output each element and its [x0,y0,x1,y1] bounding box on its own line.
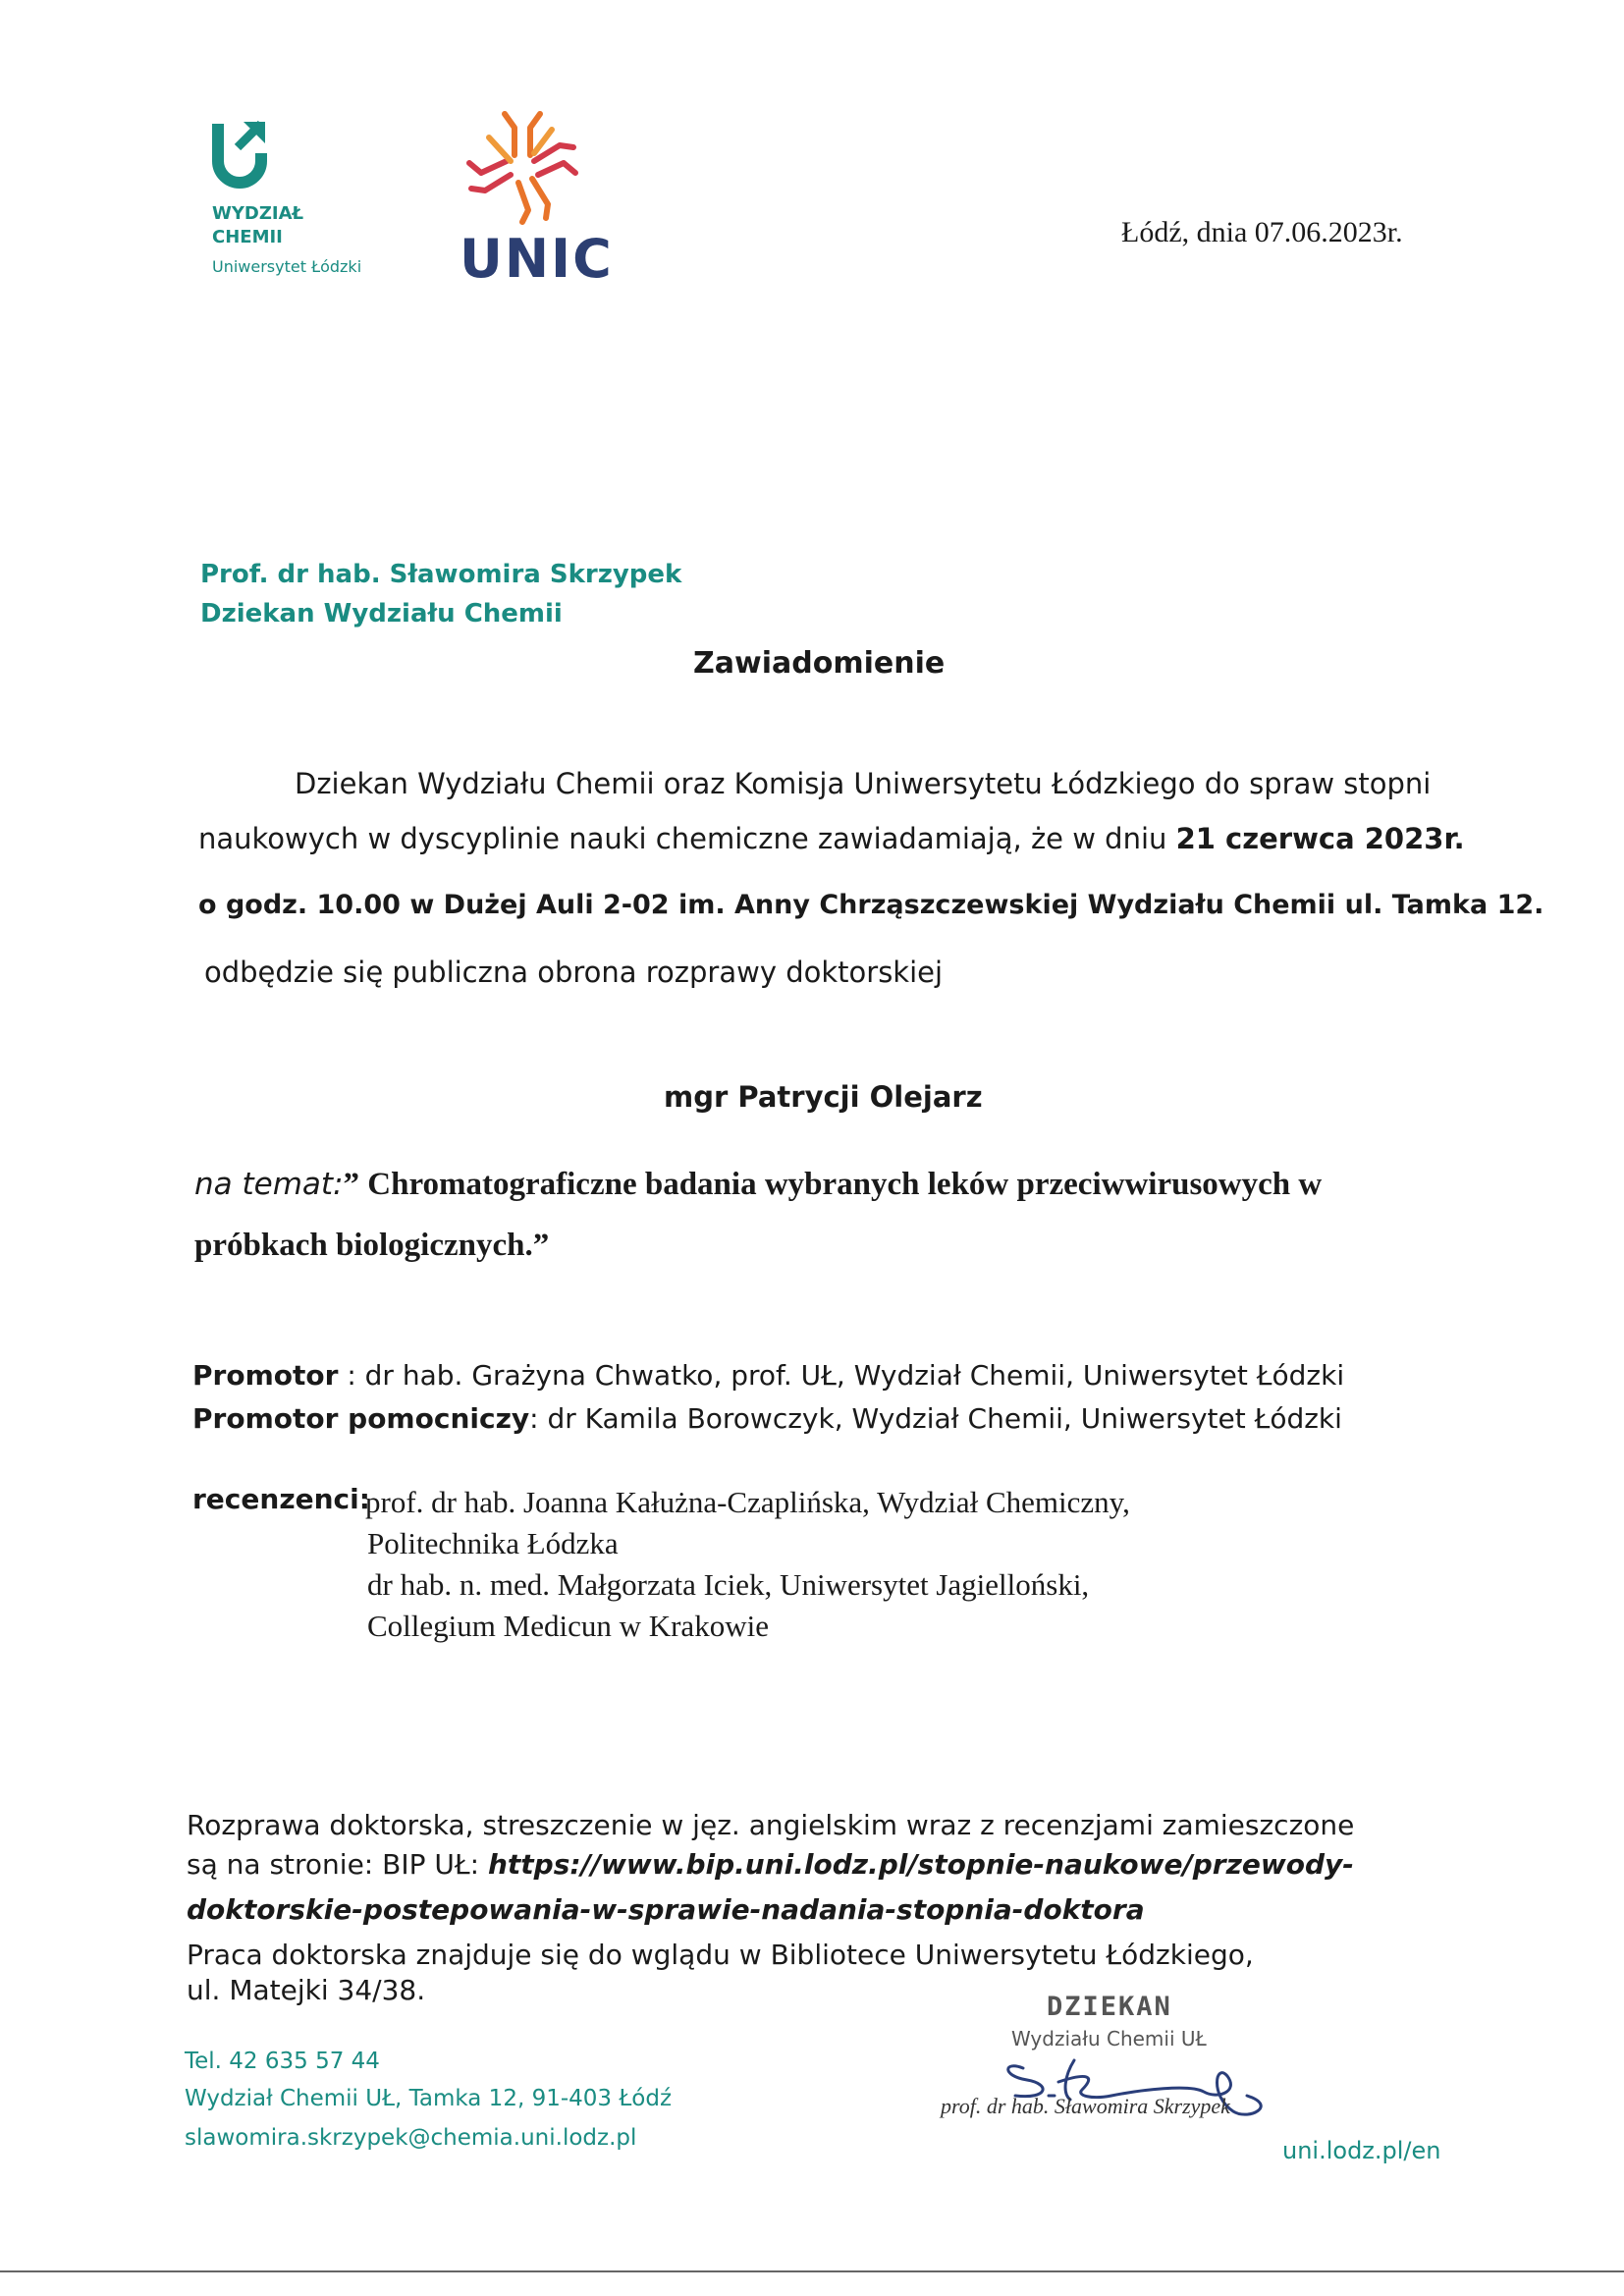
footer-tel: Tel. 42 635 57 44 [185,2049,380,2074]
body-line4: odbędzie się publiczna obrona rozprawy doktorskiej [204,956,944,989]
topic-line1 [194,1167,1322,1203]
faculty-u-arrow-icon [210,118,269,191]
assistant-promotor-line [192,1402,1342,1435]
bottom-divider [0,2270,1624,2272]
stamp-title: DZIEKAN [1047,1992,1172,2022]
info-line1: Rozprawa doktorska, streszczenie w jęz. angielskim wraz z recenzjami zamieszczone [187,1809,1355,1841]
reviewer1-line1: prof. dr hab. Joanna Kałużna-Czaplińska, Wydział Chemiczny, [365,1485,1130,1519]
promotor-line [192,1359,1344,1392]
promotor-value: : dr hab. Grażyna Chwatko, prof. UŁ, Wydział Chemii, Uniwersytet Łódzki [338,1359,1345,1392]
faculty-logo-line3: Uniwersytet Łódzki [212,257,362,276]
topic-title-part1: ” Chromatograficzne badania wybranych leków przeciwwirusowych w [343,1167,1323,1202]
footer-email[interactable]: slawomira.skrzypek@chemia.uni.lodz.pl [185,2125,637,2151]
candidate-name: mgr Patrycji Olejarz [664,1080,983,1114]
stamp-subtitle: Wydziału Chemii UŁ [1011,2027,1207,2050]
sender-name: Prof. dr hab. Sławomira Skrzypek [200,560,682,589]
stamp-signed-name: prof. dr hab. Sławomira Skrzypek [941,2094,1230,2118]
document-title: Zawiadomienie [693,646,946,681]
assistant-promotor-value: : dr Kamila Borowczyk, Wydział Chemii, Uniwersytet Łódzki [529,1402,1342,1435]
info-line4: Praca doktorska znajduje się do wglądu w Bibliotece Uniwersytetu Łódzkiego, [187,1939,1254,1971]
topic-line2: próbkach biologicznych.” [194,1228,550,1263]
info-line2 [187,1848,1354,1881]
footer-address: Wydział Chemii UŁ, Tamka 12, 91-403 Łódź [185,2086,673,2111]
assistant-promotor-label: Promotor pomocniczy [192,1402,530,1435]
footer-website[interactable]: uni.lodz.pl/en [1282,2137,1441,2164]
topic-prefix: na temat: [194,1167,344,1202]
faculty-logo-line1: WYDZIAŁ [212,203,304,224]
defense-date: 21 czerwca 2023r. [1175,822,1465,855]
body-line2-text: naukowych w dyscyplinie nauki chemiczne zawiadamiają, że w dniu [198,822,1176,855]
sender-title: Dziekan Wydziału Chemii [200,599,563,629]
unic-logo-text: UNIC [460,228,614,290]
body-line3: o godz. 10.00 w Dużej Auli 2-02 im. Anny Chrząszczewskiej Wydziału Chemii ul. Tamka 12. [198,890,1544,920]
body-line2 [198,819,1465,858]
body-line1: Dziekan Wydziału Chemii oraz Komisja Uniwersytetu Łódzkiego do spraw stopni [295,767,1432,800]
reviewer2-line2: Collegium Medicun w Krakowie [367,1609,769,1643]
bip-url-part2[interactable]: doktorskie-postepowania-w-sprawie-nadania-stopnia-doktora [187,1893,1145,1926]
reviewer1-line2: Politechnika Łódzka [367,1526,619,1560]
info-line5: ul. Matejki 34/38. [187,1974,426,2006]
reviewer2-line1: dr hab. n. med. Małgorzata Iciek, Uniwersytet Jagielloński, [367,1567,1090,1602]
info-line2-text: są na stronie: BIP UŁ: [187,1848,488,1881]
promotor-label: Promotor [192,1359,339,1392]
unic-star-icon [461,106,583,228]
faculty-logo-line2: CHEMII [212,227,283,247]
reviewers-label: recenzenci: [192,1483,370,1515]
place-date: Łódź, dnia 07.06.2023r. [1121,216,1403,248]
bip-url-part1[interactable]: https://www.bip.uni.lodz.pl/stopnie-naukowe/przewody- [487,1848,1354,1881]
